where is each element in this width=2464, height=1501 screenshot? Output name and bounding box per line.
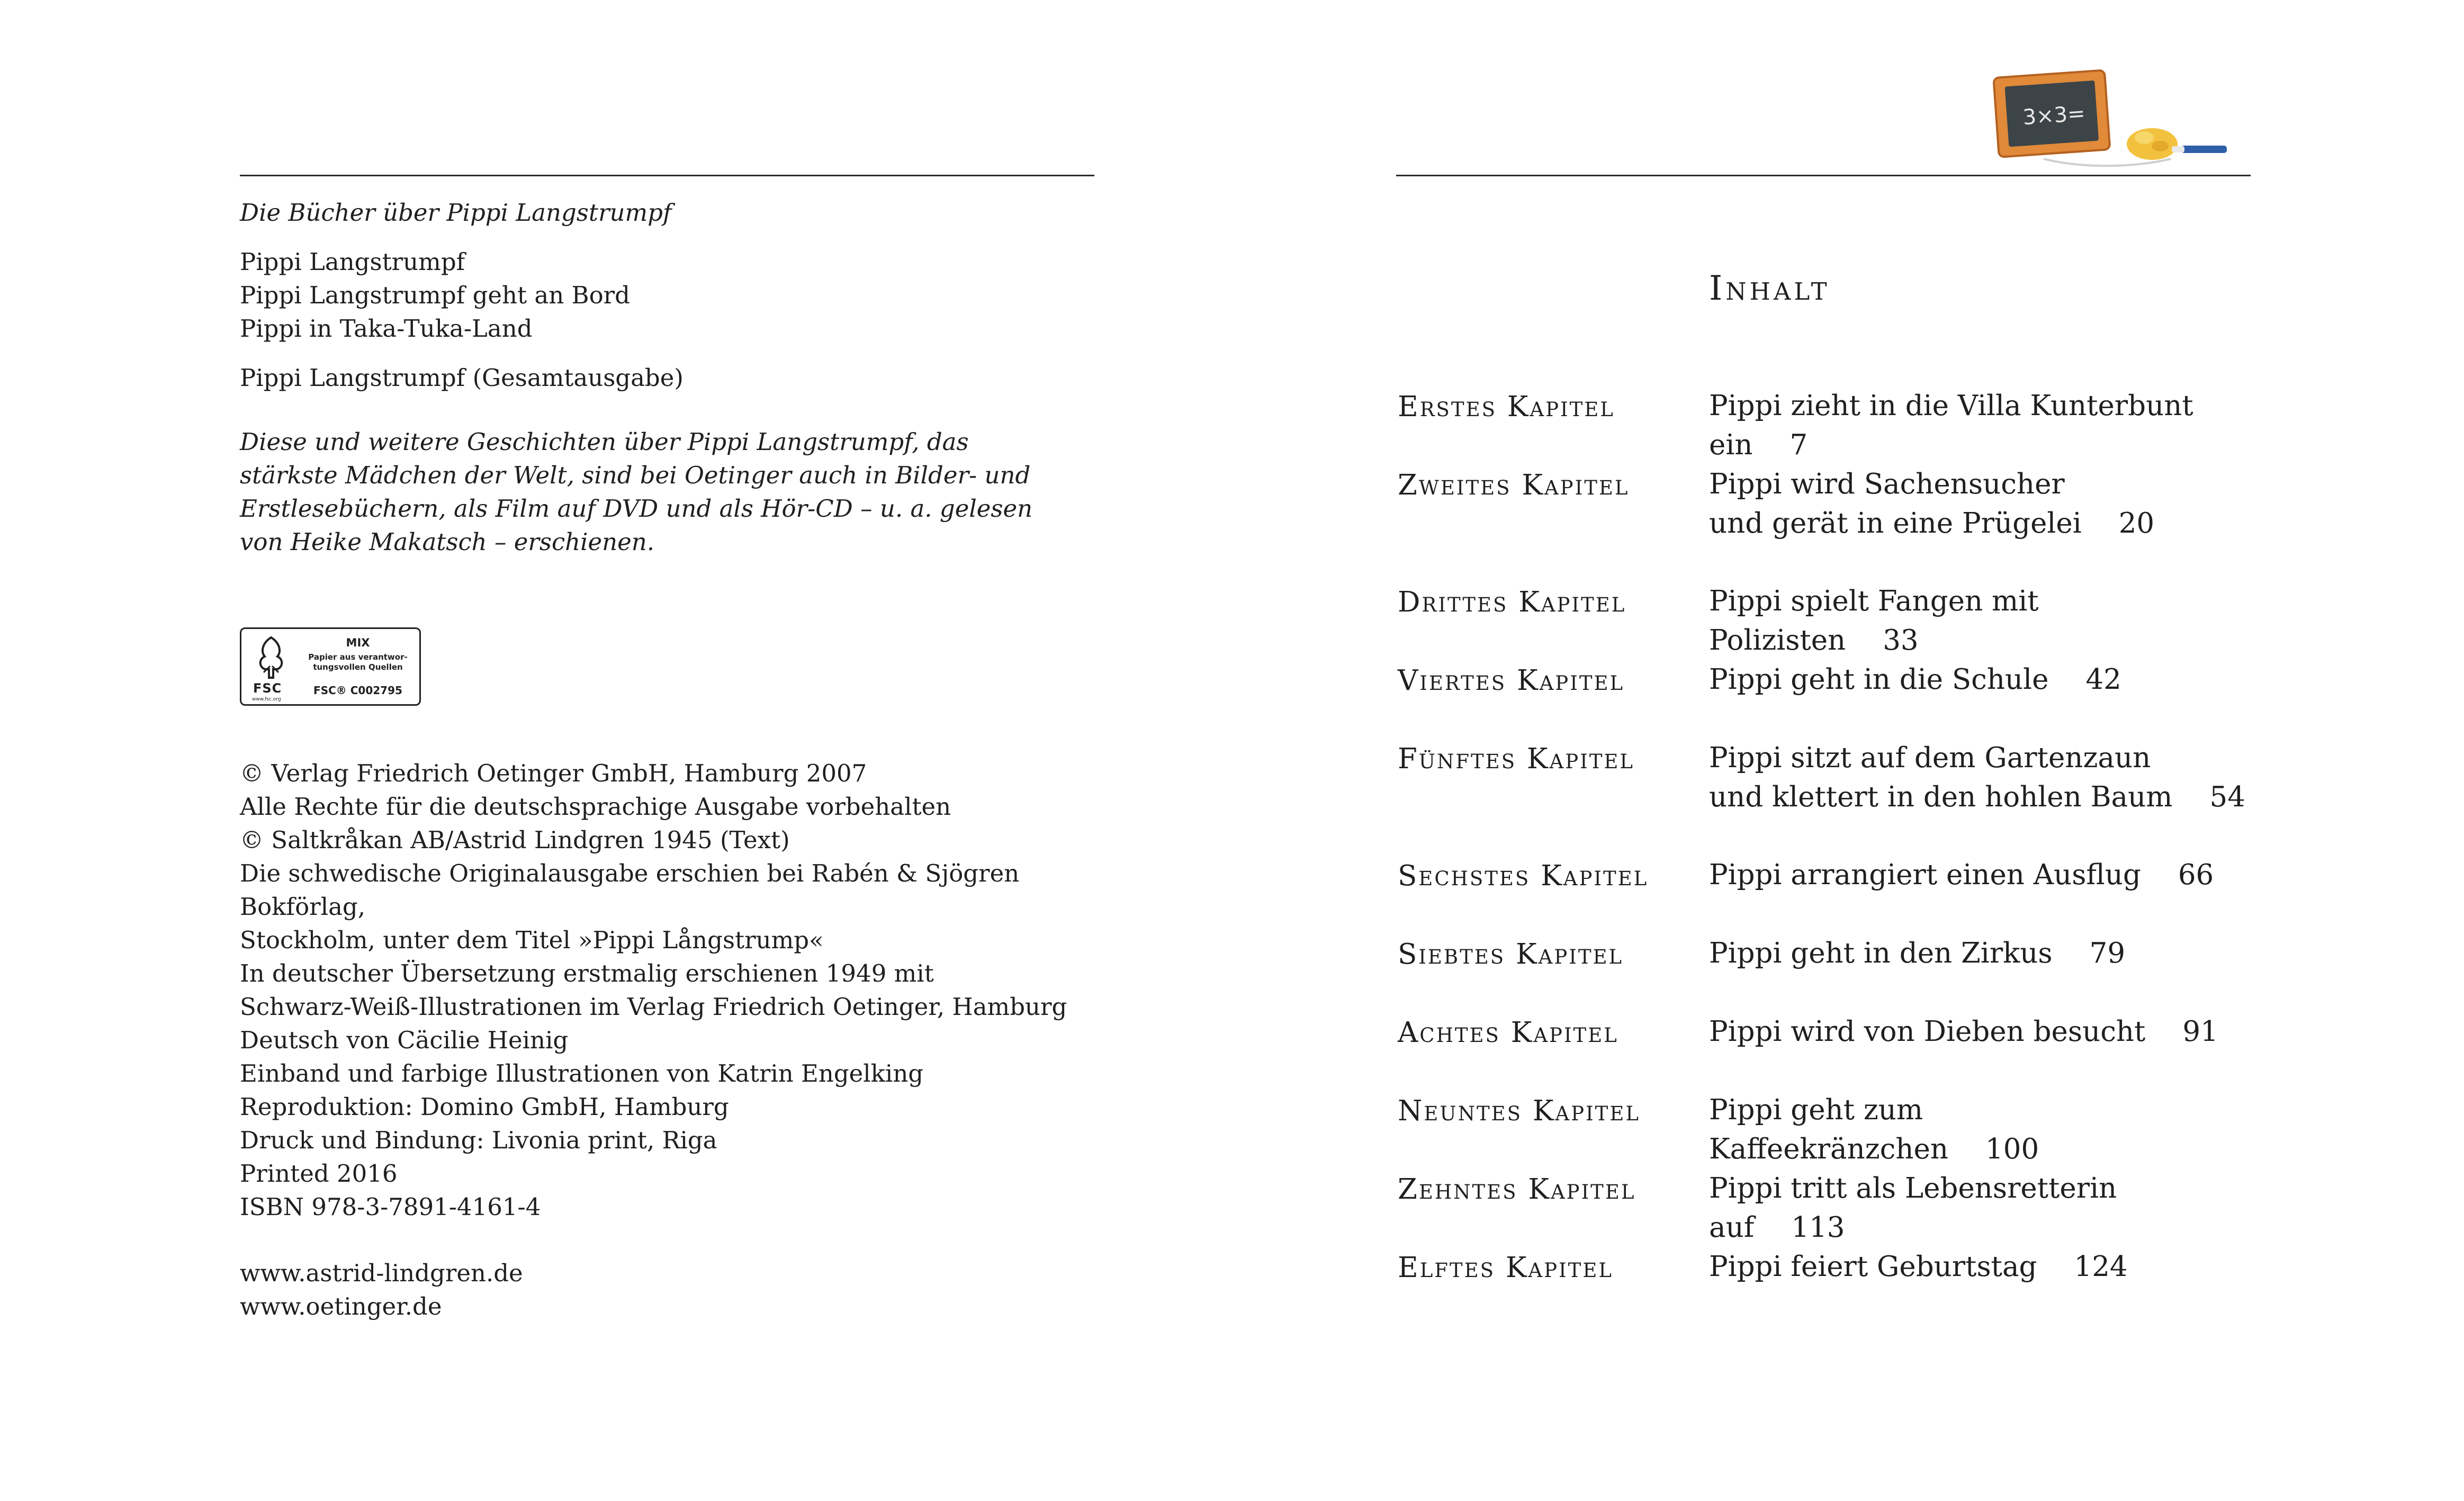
toc-entry[interactable] <box>1398 387 2255 465</box>
book-list <box>240 245 1098 345</box>
website-link[interactable]: www.astrid-lindgren.de <box>240 1259 523 1287</box>
fsc-desc-line: tungsvollen Quellen <box>313 662 403 672</box>
chapter-label: Siebtes Kapitel <box>1398 938 1624 970</box>
chapter-label: Drittes Kapitel <box>1398 586 1626 618</box>
fsc-url: www.fsc.org <box>252 697 281 702</box>
fsc-label <box>240 627 421 706</box>
chapter-title-line: und gerät in eine Prügelei <box>1709 507 2082 540</box>
chapter-title-line: Pippi tritt als Lebensretterin auf <box>1709 1172 2117 1244</box>
imprint-line: Stockholm, unter dem Titel »Pippi Långstrump« <box>240 926 824 954</box>
chapter-title-line: Pippi feiert Geburtstag <box>1709 1251 2037 1283</box>
imprint-line: In deutscher Übersetzung erstmalig erschienen 1949 mit <box>240 959 934 987</box>
chapter-title <box>1709 1169 2255 1247</box>
fsc-code: FSC® C002795 <box>313 684 402 697</box>
imprint-line: Alle Rechte für die deutschsprachige Ausgabe vorbehalten <box>240 793 951 821</box>
toc-entry[interactable] <box>1398 934 2255 1012</box>
chapter-title <box>1709 465 2255 543</box>
toc-entry[interactable] <box>1398 1169 2255 1247</box>
chapter-label: Elftes Kapitel <box>1398 1252 1613 1284</box>
fsc-mix: MIX <box>346 636 370 649</box>
blurb-line: Erstlesebüchern, als Film auf DVD und als Hör-CD – u. a. gelesen <box>240 495 1033 523</box>
toc-entry[interactable] <box>1398 1012 2255 1091</box>
imprint-line: © Saltkråkan AB/Astrid Lindgren 1945 (Text) <box>240 826 790 854</box>
page-number: 7 <box>1789 429 1808 461</box>
chapter-label: Neuntes Kapitel <box>1398 1095 1640 1127</box>
chapter-label: Zweites Kapitel <box>1398 469 1630 501</box>
chapter-title <box>1709 934 2255 973</box>
chapter-title-line: Pippi arrangiert einen Ausflug <box>1709 859 2141 891</box>
chapter-label: Achtes Kapitel <box>1398 1017 1618 1049</box>
table-of-contents <box>1398 387 2255 1326</box>
chapter-title <box>1709 1012 2255 1051</box>
imprint-line: Einband und farbige Illustrationen von Katrin Engelking <box>240 1059 924 1087</box>
fsc-brand: FSC <box>253 681 282 696</box>
isbn: ISBN 978-3-7891-4161-4 <box>240 1193 541 1221</box>
chapter-title <box>1709 739 2255 817</box>
page-number: 42 <box>2085 663 2121 696</box>
chapter-title <box>1709 660 2255 699</box>
imprint-line: © Verlag Friedrich Oetinger GmbH, Hamburg 2007 <box>240 759 867 787</box>
book-title: Pippi in Taka-Tuka-Land <box>240 314 533 343</box>
page-number: 100 <box>1985 1133 2039 1165</box>
blurb-line: stärkste Mädchen der Welt, sind bei Oetinger auch in Bilder- und <box>240 461 1031 489</box>
blurb-line: Diese und weitere Geschichten über Pippi Langstrumpf, das <box>240 428 969 456</box>
toc-entry[interactable] <box>1398 582 2255 660</box>
imprint <box>240 757 1098 1323</box>
toc-entry[interactable] <box>1398 1247 2255 1326</box>
blurb-line: von Heike Makatsch – erschienen. <box>240 528 655 556</box>
chapter-label: Fünftes Kapitel <box>1398 743 1634 775</box>
blurb <box>240 425 1098 559</box>
chapter-title <box>1709 1247 2255 1287</box>
imprint-line: Druck und Bindung: Livonia print, Riga <box>240 1126 717 1154</box>
toc-title: Inhalt <box>1709 269 1830 308</box>
chapter-title-line: Pippi geht zum Kaffeekränzchen <box>1709 1094 1949 1165</box>
fsc-desc-line: Papier aus verantwor- <box>308 652 408 662</box>
page-number: 113 <box>1791 1211 1845 1244</box>
chapter-label: Viertes Kapitel <box>1398 664 1625 697</box>
chapter-title-line: Pippi wird Sachensucher <box>1709 468 2065 500</box>
toc-entry[interactable] <box>1398 1091 2255 1169</box>
books-heading: Die Bücher über Pippi Langstrumpf <box>240 199 672 227</box>
page-number: 124 <box>2074 1251 2128 1283</box>
page-number: 79 <box>2089 937 2126 969</box>
imprint-line: Printed 2016 <box>240 1160 398 1188</box>
fsc-tree-icon <box>253 635 289 680</box>
website-link[interactable]: www.oetinger.de <box>240 1292 442 1320</box>
page-number: 33 <box>1883 624 1919 657</box>
right-header-rule <box>1396 175 2251 176</box>
chapter-title <box>1709 856 2255 895</box>
chapter-title-line: Pippi geht in die Schule <box>1709 663 2049 696</box>
chapter-title-line: Pippi spielt Fangen mit Polizisten <box>1709 585 2039 657</box>
chapter-title-line: Pippi geht in den Zirkus <box>1709 937 2053 969</box>
chapter-title <box>1709 387 2255 465</box>
page-number: 66 <box>2178 859 2214 891</box>
chapter-label: Sechstes Kapitel <box>1398 860 1649 892</box>
fsc-description <box>305 652 411 672</box>
page-number: 91 <box>2182 1015 2218 1048</box>
chapter-title <box>1709 582 2255 660</box>
left-header-rule <box>240 175 1094 176</box>
chapter-title-line: Pippi wird von Dieben besucht <box>1709 1015 2146 1048</box>
complete-edition: Pippi Langstrumpf (Gesamtausgabe) <box>240 364 684 392</box>
toc-entry[interactable] <box>1398 739 2255 856</box>
book-title: Pippi Langstrumpf <box>240 248 465 276</box>
chapter-label: Erstes Kapitel <box>1398 391 1615 423</box>
toc-entry[interactable] <box>1398 465 2255 582</box>
imprint-line: Deutsch von Cäcilie Heinig <box>240 1026 569 1054</box>
chalkboard-text: 3×3= <box>2022 101 2087 130</box>
chapter-title-line: und klettert in den hohlen Baum <box>1709 781 2173 813</box>
websites <box>240 1256 1098 1323</box>
chapter-title-line: Pippi zieht in die Villa Kunterbunt ein <box>1709 390 2193 461</box>
chapter-label: Zehntes Kapitel <box>1398 1173 1636 1206</box>
imprint-line: Schwarz-Weiß-Illustrationen im Verlag Friedrich Oetinger, Hamburg <box>240 993 1067 1021</box>
page-number: 20 <box>2118 507 2155 540</box>
imprint-line: Reproduktion: Domino GmbH, Hamburg <box>240 1093 729 1121</box>
toc-entry[interactable] <box>1398 660 2255 739</box>
book-title: Pippi Langstrumpf geht an Bord <box>240 281 630 309</box>
imprint-line: Die schwedische Originalausgabe erschien bei Rabén & Sjögren Bokförlag, <box>240 859 1020 921</box>
chalkboard-illustration <box>1980 58 2255 175</box>
page-number: 54 <box>2209 781 2245 813</box>
toc-entry[interactable] <box>1398 856 2255 934</box>
left-page <box>240 196 1098 559</box>
chapter-title-line: Pippi sitzt auf dem Gartenzaun <box>1709 742 2151 774</box>
chapter-title <box>1709 1091 2255 1169</box>
